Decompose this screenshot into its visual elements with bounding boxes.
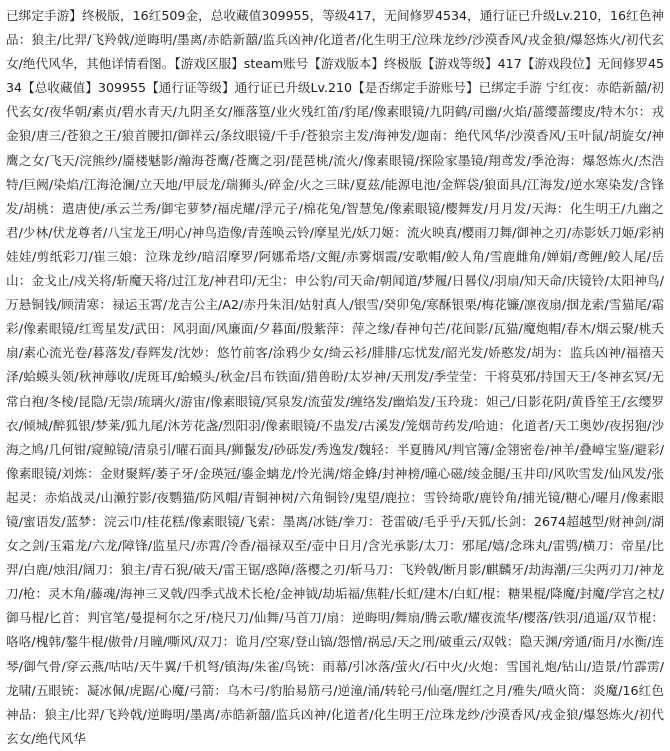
listing-description: 已绑定手游】终极版，16红509金，总收藏值309955，等级417，无间修罗4534，通行证已升级Lv.210，16红色神品：狼主/比羿/飞羚戟/逆晦明/墨离/赤皓新囍/监兵凶神/化道者/化生明王/泣珠龙纱/沙漠香风/戎金狼/爆怒炼火/初代玄女/绝代风华，其他详情看图。【游戏区服】steam账号【游戏版本】终极版【游戏等级】417【游戏段位】无间修罗4534【总收藏值】309955【通行证等级】通行证已升级Lv.210【是否绑定手游账号】已绑定手游 宁红夜：赤皓新囍/初代玄女/夜华朝/素贞/碧水青天/九阴圣女/雁落篁/业火残红笛/豹尾/像素眼镜/九阴鹤/司幽/火焰/蔷缨蔷缨皮/特木尔：戎金狼/唐三/苍狼之王/狼首腰扣/御祥云/条纹眼镜/千手/苍狼宗主发/海神发/迦南：绝代风华/沙漠香风/玉叶鼠/胡旋女/神鹰之女/飞天/浣熊纱/靥楼魅影/瀚海苍鹰/苍鹰之羽/琵琶桃/流火/像素眼镜/探险家墨镜/翔鸢发/季沧海：爆怒炼火/杰浩特/巨阙/染焰/江海沧澜/立天地/甲辰龙/瑞狮头/碎金/火之三昧/夏兹/能源电池/金辉袋/狼面具/江海发/逆水寒染发/含锋发/胡桃：遣唐使/承云兰秀/御宅萝梦/福虎耀/浮元子/棉花兔/智慧兔/像素眼镜/樱舞发/月月发/天海：化生明王/九幽之君/少林/伏龙尊者/八宝龙王/明心/神鸟造像/青莲唤云铃/摩星光/妖刀姬：流火映真/樱雨刀舞/御神之刃/赤影妖刀姬/彩衲娃娃/剪纸彩刀/崔三娘：泣珠龙纱/暗沼摩罗/阿娜希塔/文鲲/赤雾烟霞/安歌帽/鲛人角/雪鹿雌角/婵娟/鸢鲤/鲛人尾/岳山：金戈止/戍关将/斩魔天将/过江龙/神君印/无尘：申公豹/司天命/朝闻道/梦履/日晷仪/羽扇/知天命/庆镜铃/太阳神鸟/万悬铜钱/顾清寒：禄运玉霄/龙吉公主/A2/赤丹朱泪/姑射真人/银雪/癸卯兔/寒酥银栗/梅花镰/凛夜扇/掴龙索/雪猫尾/霜彩/像素眼镜/红鸾星发/武田：风羽面/风廉面/夕暮面/殷紫萍：萍之缘/春神句芒/花间影/瓦猫/魔炮帽/春木/烟云聚/桃夭扇/素心流光卷/暮落发/春辉发/沈妙：悠竹前客/涂鸦少女/绮云衫/腓腓/忘忧发/韶光发/娇憨发/胡为：监兵凶神/福禧天泽/蛤蟆头领/秋神蓐收/虎斑耳/蛤蟆头/秋金/吕布铁面/猎兽盼/太岁神/天刑发/季莹莹：干将莫邪/持国天王/冬神玄冥/无常白袍/冬棱/昆隐/无崇/琉璃火/游宙/像素眼镜/冥泉发/流萤发/缠络发/幽焰发/玉玲珑：妲己/日影花阴/黄昏笙王/玄缨罗衣/倾城/醉狐银/梦莱/狐九尾/沐芳花盏/烈阳羽/像素眼镜/不蛊发/古溪发/笼烟苛药发/哈迪：化道者/天工奥妙/夜拐狍/沙海之鸠/几何钳/窥鲸镜/清泉引/曜石面具/狮鬣发/砂砾发/秀逸发/魏轻：半夏腾风/判官簿/金翎密卷/神羊/叠嶂宝鉴/避彩/像素眼镜/刘炼：金财聚辉/萎子牙/金瑛冠/鎏金螭龙/怜光满/熔金蜂/封神榜/曈心磁/绫金腿/玉井印/风吹雪发/仙风发/张起灵：赤焰战灵/山濑狞影/夜鹦猫/防风帽/青铜神树/六角铜铃/鬼望/鹿拉：雪铃绮歌/鹿铃角/捕光镜/糖心/曜月/像素眼镜/蜜语发/蓝梦：浣云巾/桂花糕/像素眼镜/飞索：墨离/冰链/拳刀：苍雷破/毛乎乎/天狐/长剑：2674超越型/财神剑/湖女之剑/玉霜龙/六龙/障锋/监星尺/赤霄/冷香/福禄双至/壶中日月/含光承影/太刀：邪尾/嬉/念珠丸/雷鸮/横刀：帝星/比羿/白鹿/烛泪/阔刀：狼主/青石猊/破天/雷王锯/惑障/落樱之刃/斩马刀：飞羚戟/断月影/麒麟牙/劫海潮/三尖两刃刀/神龙刀/枪：灵木角/藤魂/海神三叉戟/四季式战术长枪/金神钺/劫垢福/焦鞋/长虹/建木/白虹/棍：糖果棍/降魔/封魔/学宫之杖/御马棍/匕首：判官笔/曼提柯尔之牙/桡尺刀/仙舞/马首刀/扇：逆晦明/舞扇/腾云歌/耀夜流华/樱落/铁羽/逍遥/双节棍：咯咯/槐韩/鏊牛棍/傲骨/月瞳/嘶风/双刀：诡月/空寒/登山镐/怨憎/祸忌/天之刑/破重云/双戟：隐天渊/旁通/衙月/水衡/连琴/御气骨/穿云燕/咕咕/天牛翼/千机弩/镇海/朱雀/鸟铳：雨幕/引冰落/萤火/石中火/火炮：雪国礼炮/钻山/造景/竹霹雳/龙啸/五眼铳：凝冰佩/虎踞/心魔/弓箭：乌木弓/豹胎易筋弓/逆潼/涌/转轮弓/仙毫/腥红之月/雅失/喷火筒：炎魔/16红色神品：狼主/比羿/飞羚戟/逆晦明/墨离/赤皓新囍/监兵凶神/化道者/化生明王/泣珠龙纱/沙漠香风/戎金狼/爆怒炼火/初代玄女/绝代风华 (6, 8, 664, 746)
